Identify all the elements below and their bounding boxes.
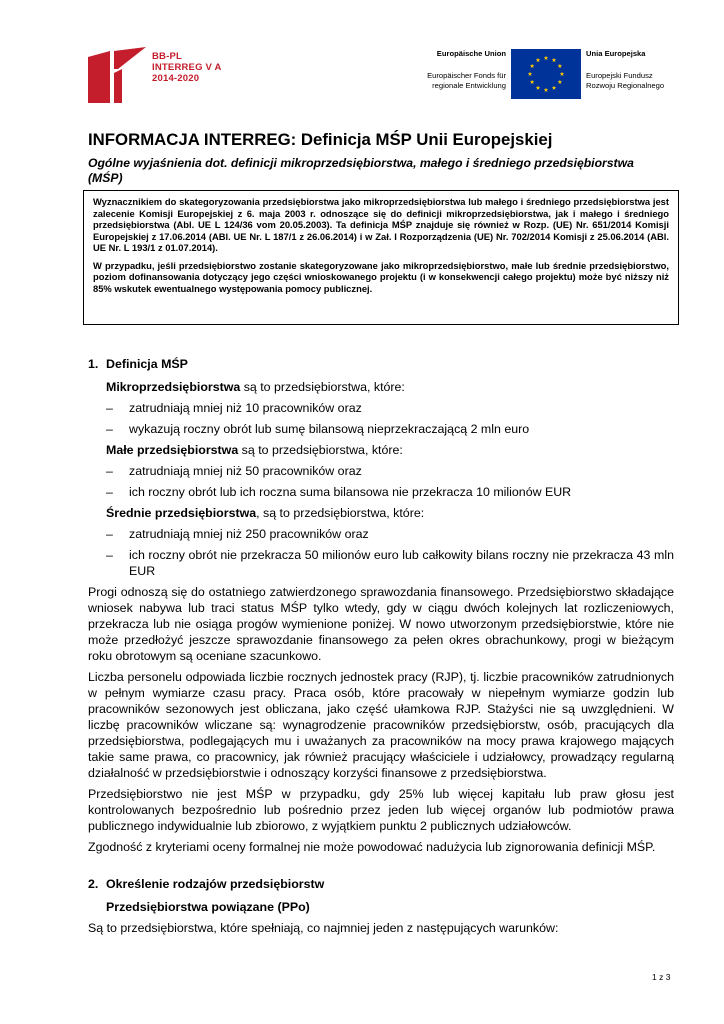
category-intro-text: są to przedsiębiorstwa, które: <box>238 443 403 457</box>
logo-text <box>152 51 222 84</box>
list-item <box>106 484 674 500</box>
category-name: Małe przedsiębiorstwa <box>106 443 239 457</box>
list-item <box>106 526 674 542</box>
eu-left-line: regionale Entwicklung <box>432 81 506 90</box>
category-name: Mikroprzedsiębiorstwa <box>106 380 241 394</box>
list-item <box>106 400 674 416</box>
list-item-text: zatrudniają mniej niż 250 pracowników oraz <box>129 527 369 541</box>
eu-label-pl <box>586 49 696 91</box>
dash-bullet: – <box>106 485 113 499</box>
info-paragraph: Wyznacznikiem do skategoryzowania przedsiębiorstwa jako mikroprzedsiębiorstwa lub małego i średniego przedsiębiorstwa jest zalecenie Komisji Europejskiej z 6. maja 2003 r. odnoszące się do definicji mikroprzedsiębiorstwa, jak i małego i średniego przedsiębiorstwa (Abl. UE L 124/36 vom 20.05.2003). Ta definicja MŚP znajduje się również w Rozp. (UE) Nr. 651/2014 Komisji Europejskiej z 17.06.2014 (ABl. UE Nr. L 187/1 z 26.06.2014) i w Zał. I Rozporządzenia (UE) Nr. 702/2014 Komisji z 25.06.2014 (ABl. UE Nr. L 193/1 z 01.07.2014). <box>93 196 669 253</box>
eu-label-de <box>396 49 506 91</box>
body-paragraph: Liczba personelu odpowiada liczbie rocznych jednostek pracy (RJP), tj. liczbie pracowników zatrudnionych w pełnym wymiarze czasu pracy. Praca osób, które pracowały w niepełnym wymiarze godzin lub pracowników sezonowych jest obliczana, jako część ułamkowa RJP. Stażyści nie są uwzględnieni. W liczbę pracowników wliczane są: wynagrodzenie pracowników przedsiębiorstw, osób, pracujących dla przedsiębiorstwa, podlegających mu i uważanych za pracowników na mocy prawa krajowego mających takie same prawa, co pracownicy, jak również pracujący właściciele i udziałowcy, prowadzący regularną działalność w przedsiębiorstwie i odnoszący korzyści finansowe z przedsiębiorstwa. <box>88 670 674 780</box>
eu-right-line: Europejski Fundusz <box>586 71 653 80</box>
dash-bullet: – <box>106 548 113 562</box>
eu-right-title: Unia Europejska <box>586 49 646 58</box>
dash-bullet: – <box>106 527 113 541</box>
dash-bullet: – <box>106 401 113 415</box>
eu-right-line: Rozwoju Regionalnego <box>586 81 665 90</box>
page-number: 1 z 3 <box>652 972 671 982</box>
category-intro <box>106 505 674 521</box>
interreg-logo-icon <box>88 47 148 103</box>
section-number: 1. <box>88 357 99 371</box>
eu-left-title: Europäische Union <box>436 49 506 58</box>
eu-left-line: Europäischer Fonds für <box>427 71 506 80</box>
section-heading <box>88 356 674 372</box>
list-item <box>106 421 674 437</box>
logo-text-line: INTERREG V A <box>152 62 222 73</box>
list-item-text: wykazują roczny obrót lub sumę bilansową nieprzekraczającą 2 mln euro <box>129 422 530 436</box>
section-heading <box>88 876 674 892</box>
category-intro <box>106 379 674 395</box>
logo-text-line: BB-PL <box>152 51 183 62</box>
list-item <box>106 547 674 579</box>
list-item <box>106 463 674 479</box>
main-content <box>88 356 674 941</box>
section-heading-text: Definicja MŚP <box>106 357 188 371</box>
eu-flag-icon <box>511 49 581 99</box>
spacer <box>88 860 674 876</box>
category-intro-text: są to przedsiębiorstwa, które: <box>240 380 405 394</box>
dash-bullet: – <box>106 464 113 478</box>
body-paragraph: Zgodność z kryteriami oceny formalnej nie może powodować nadużycia lub zignorowania definicji MŚP. <box>88 840 656 854</box>
body-paragraph: Przedsiębiorstwo nie jest MŚP w przypadku, gdy 25% lub więcej kapitału lub praw głosu jest kontrolowanych bezpośrednio lub pośrednio przez jeden lub więcej organów lub podmiotów prawa publicznego indywidualnie lub zbiorowo, z wyjątkiem punktu 2 publicznych udziałowców. <box>88 787 674 833</box>
category-intro-text: , są to przedsiębiorstwa, które: <box>256 506 425 520</box>
list-item-text: ich roczny obrót nie przekracza 50 milionów euro lub całkowity bilans roczny nie przekracza 43 mln EUR <box>129 548 674 578</box>
body-paragraph: Progi odnoszą się do ostatniego zatwierdzonego sprawozdania finansowego. Przedsiębiorstwo składające wniosek nabywa lub traci status MŚP tylko wtedy, gdy w ciągu dwóch kolejnych lat rozliczeniowych, przekracza lub nie osiąga progów wymienione poniżej. W nowo utworzonym przedsiębiorstwie, które nie może przedłożyć jeszcze sprawozdanie finansowego za pełen okres obrachunkowy, progi w bieżącym roku obrotowym są oceniane szacunkowo. <box>88 585 674 663</box>
dash-bullet: – <box>106 422 113 436</box>
subsection-heading: Przedsiębiorstwa powiązane (PPo) <box>106 900 310 914</box>
section-number: 2. <box>88 877 99 891</box>
category-name: Średnie przedsiębiorstwa <box>106 506 257 520</box>
info-box <box>83 190 679 325</box>
page-title: INFORMACJA INTERREG: Definicja MŚP Unii Europejskiej <box>88 130 553 149</box>
logo-text-line: 2014-2020 <box>152 73 200 84</box>
section-heading-text: Określenie rodzajów przedsiębiorstw <box>106 877 325 891</box>
info-paragraph: W przypadku, jeśli przedsiębiorstwo zostanie skategoryzowane jako mikroprzedsiębiorstwo, małe lub średnie przedsiębiorstwo, poziom dofinansowania dotyczący jego części wnioskowanego projektu (i w konsekwencji całego projektu) może być niższy niż 85% wskutek ewentualnego występowania pomocy publicznej. <box>93 259 669 294</box>
category-intro <box>106 442 674 458</box>
interreg-logo <box>88 47 226 103</box>
body-paragraph: Są to przedsiębiorstwa, które spełniają, co najmniej jeden z następujących warunków: <box>88 921 559 935</box>
list-item-text: zatrudniają mniej niż 50 pracowników oraz <box>129 464 362 478</box>
list-item-text: ich roczny obrót lub ich roczna suma bilansowa nie przekracza 10 milionów EUR <box>129 485 572 499</box>
list-item-text: zatrudniają mniej niż 10 pracowników oraz <box>129 401 362 415</box>
page-subtitle: Ogólne wyjaśnienia dot. definicji mikroprzedsiębiorstwa, małego i średniego przedsiębiorstwa (MŚP) <box>88 156 634 185</box>
